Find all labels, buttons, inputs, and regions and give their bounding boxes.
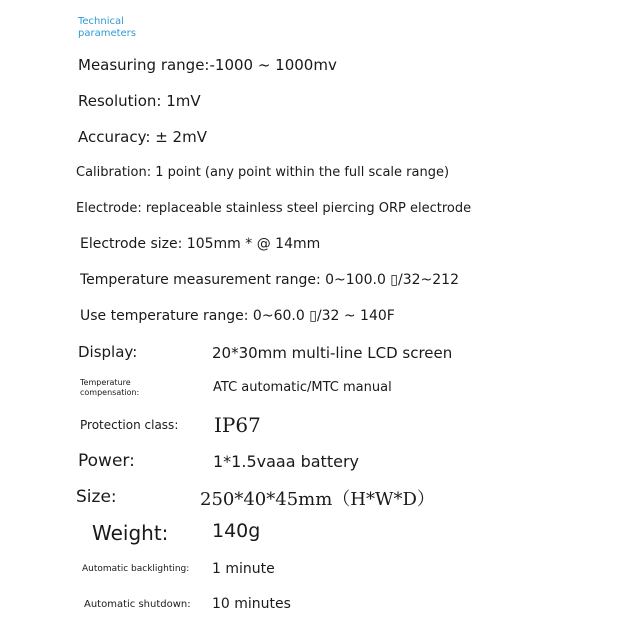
display-value: 20*30mm multi-line LCD screen: [212, 344, 453, 362]
electrode: Electrode: replaceable stainless steel piercing ORP electrode: [76, 201, 472, 216]
accuracy: Accuracy: ± 2mV: [78, 128, 207, 146]
automatic-shutdown-value: 10 minutes: [212, 596, 291, 612]
automatic-backlighting-label: Automatic backlighting:: [82, 564, 190, 574]
size-label: Size:: [76, 487, 117, 507]
calibration: Calibration: 1 point (any point within the full scale range): [76, 165, 450, 180]
weight-value: 140g: [212, 520, 261, 542]
size-value: 250*40*45mm（H*W*D）: [200, 489, 435, 510]
resolution: Resolution: 1mV: [78, 92, 201, 110]
section-heading: Technical parameters: [78, 16, 137, 39]
protection-class-label: Protection class:: [80, 418, 179, 432]
measuring-range: Measuring range:-1000 ~ 1000mv: [78, 56, 337, 74]
temperature-measurement-range: Temperature measurement range: 0~100.0 ▯/32~212: [80, 272, 459, 288]
automatic-backlighting-value: 1 minute: [212, 561, 275, 577]
temperature-compensation-value: ATC automatic/MTC manual: [213, 380, 392, 395]
display-label: Display:: [78, 343, 138, 361]
power-value: 1*1.5vaaa battery: [213, 452, 359, 471]
temperature-compensation-label: Temperature compensation:: [80, 378, 140, 397]
power-label: Power:: [78, 451, 135, 471]
use-temperature-range: Use temperature range: 0~60.0 ▯/32 ~ 140F: [80, 308, 395, 324]
weight-label: Weight:: [92, 521, 169, 545]
protection-class-value: IP67: [214, 413, 261, 437]
automatic-shutdown-label: Automatic shutdown:: [84, 599, 191, 610]
electrode-size: Electrode size: 105mm * @ 14mm: [80, 236, 321, 252]
